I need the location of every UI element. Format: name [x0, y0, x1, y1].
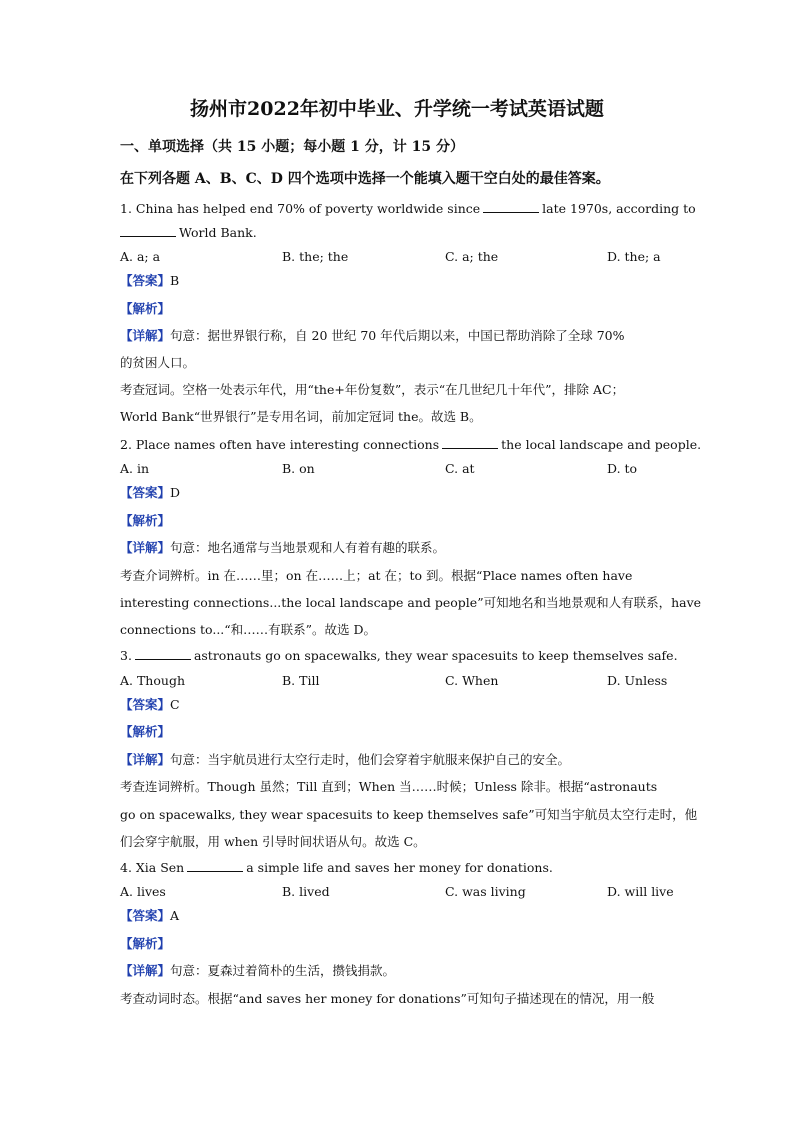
question-4-stem: 4. Xia Sen a simple life and saves her money for donations. — [120, 860, 553, 875]
q1-blank-1 — [483, 200, 539, 213]
q1-answer-value: B — [170, 273, 180, 288]
q4-option-a: A. lives — [120, 884, 166, 899]
q4-answer: 【答案】A — [120, 908, 180, 923]
q2-answer: 【答案】D — [120, 485, 181, 500]
q3-analysis-label: 【解析】 — [120, 724, 171, 739]
question-3-stem: 3. astronauts go on spacewalks, they wear spacesuits to keep themselves safe. — [120, 648, 678, 663]
q1-option-b: B. the; the — [282, 249, 349, 264]
q1-stem-part-c: World Bank. — [179, 225, 257, 240]
q3-option-d: D. Unless — [607, 673, 668, 688]
q1-blank-2 — [120, 224, 176, 237]
answer-label: 【答案】 — [120, 273, 171, 288]
q2-option-a: A. in — [120, 461, 150, 476]
q4-option-b: B. lived — [282, 884, 330, 899]
q2-blank — [442, 436, 498, 449]
q3-explanation-1: 考查连词辨析。Though 虽然；Till 直到；When 当……时候；Unless 除非。根据“astronauts — [120, 779, 658, 794]
q1-answer — [120, 272, 179, 290]
q4-explanation-1: 考查动词时态。根据“and saves her money for donations”可知句子描述现在的情况，用一般 — [120, 991, 655, 1006]
q3-option-c: C. When — [445, 673, 499, 688]
q1-explanation-1: 考查冠词。空格一处表示年代，用“the+年份复数”，表示“在几世纪几十年代”，排除 AC； — [120, 382, 625, 397]
q1-detail: 【详解】句意：据世界银行称，自 20 世纪 70 年代后期以来，中国已帮助消除了全球 70% — [120, 328, 625, 343]
q3-option-a: A. Though — [120, 673, 185, 688]
q4-option-c: C. was living — [445, 884, 526, 899]
q2-explanation-1: 考查介词辨析。in 在……里；on 在……上；at 在；to 到。根据“Place names often have — [120, 568, 633, 583]
section-heading: 一、单项选择（共 15 小题；每小题 1 分，计 15 分） — [120, 139, 464, 155]
section-instruction: 在下列各题 A、B、C、D 四个选项中选择一个能填入题干空白处的最佳答案。 — [120, 171, 610, 187]
page-title: 扬州市2022年初中毕业、升学统一考试英语试题 — [190, 98, 604, 120]
question-1-stem-line-2 — [120, 224, 257, 242]
q1-analysis-label: 【解析】 — [120, 301, 171, 316]
question-2-stem: 2. Place names often have interesting connections the local landscape and people. — [120, 437, 702, 452]
q1-detail-2: 的贫困人口。 — [120, 355, 196, 370]
q1-option-d: D. the; a — [607, 249, 661, 264]
q2-detail: 【详解】句意：地名通常与当地景观和人有着有趣的联系。 — [120, 540, 446, 555]
q1-explanation-2: World Bank“世界银行”是专用名词，前加定冠词 the。故选 B。 — [120, 409, 482, 424]
q3-detail: 【详解】句意：当宇航员进行太空行走时，他们会穿着宇航服来保护自己的安全。 — [120, 752, 571, 767]
q4-detail: 【详解】句意：夏森过着简朴的生活，攒钱捐款。 — [120, 963, 396, 978]
q3-option-b: B. Till — [282, 673, 320, 688]
q1-stem-part-b: late 1970s, according to — [542, 201, 696, 216]
question-1-stem — [120, 200, 696, 218]
q1-option-a: A. a; a — [120, 249, 161, 264]
q2-explanation-2: interesting connections...the local landscape and people”可知地名和当地景观和人有联系，have — [120, 595, 702, 610]
q1-stem-part-a: 1. China has helped end 70% of poverty worldwide since — [120, 201, 481, 216]
q2-option-d: D. to — [607, 461, 638, 476]
q3-blank — [135, 647, 191, 660]
q2-explanation-3: connections to...“和……有联系”。故选 D。 — [120, 622, 377, 637]
q1-option-c: C. a; the — [445, 249, 499, 264]
q2-option-c: C. at — [445, 461, 475, 476]
q2-analysis-label: 【解析】 — [120, 513, 171, 528]
q4-option-d: D. will live — [607, 884, 674, 899]
q4-analysis-label: 【解析】 — [120, 936, 171, 951]
q4-blank — [187, 859, 243, 872]
q3-explanation-3: 们会穿宇航服，用 when 引导时间状语从句。故选 C。 — [120, 834, 426, 849]
q2-option-b: B. on — [282, 461, 315, 476]
q3-answer: 【答案】C — [120, 697, 180, 712]
q3-explanation-2: go on spacewalks, they wear spacesuits to keep themselves safe”可知当宇航员太空行走时，他 — [120, 807, 698, 822]
